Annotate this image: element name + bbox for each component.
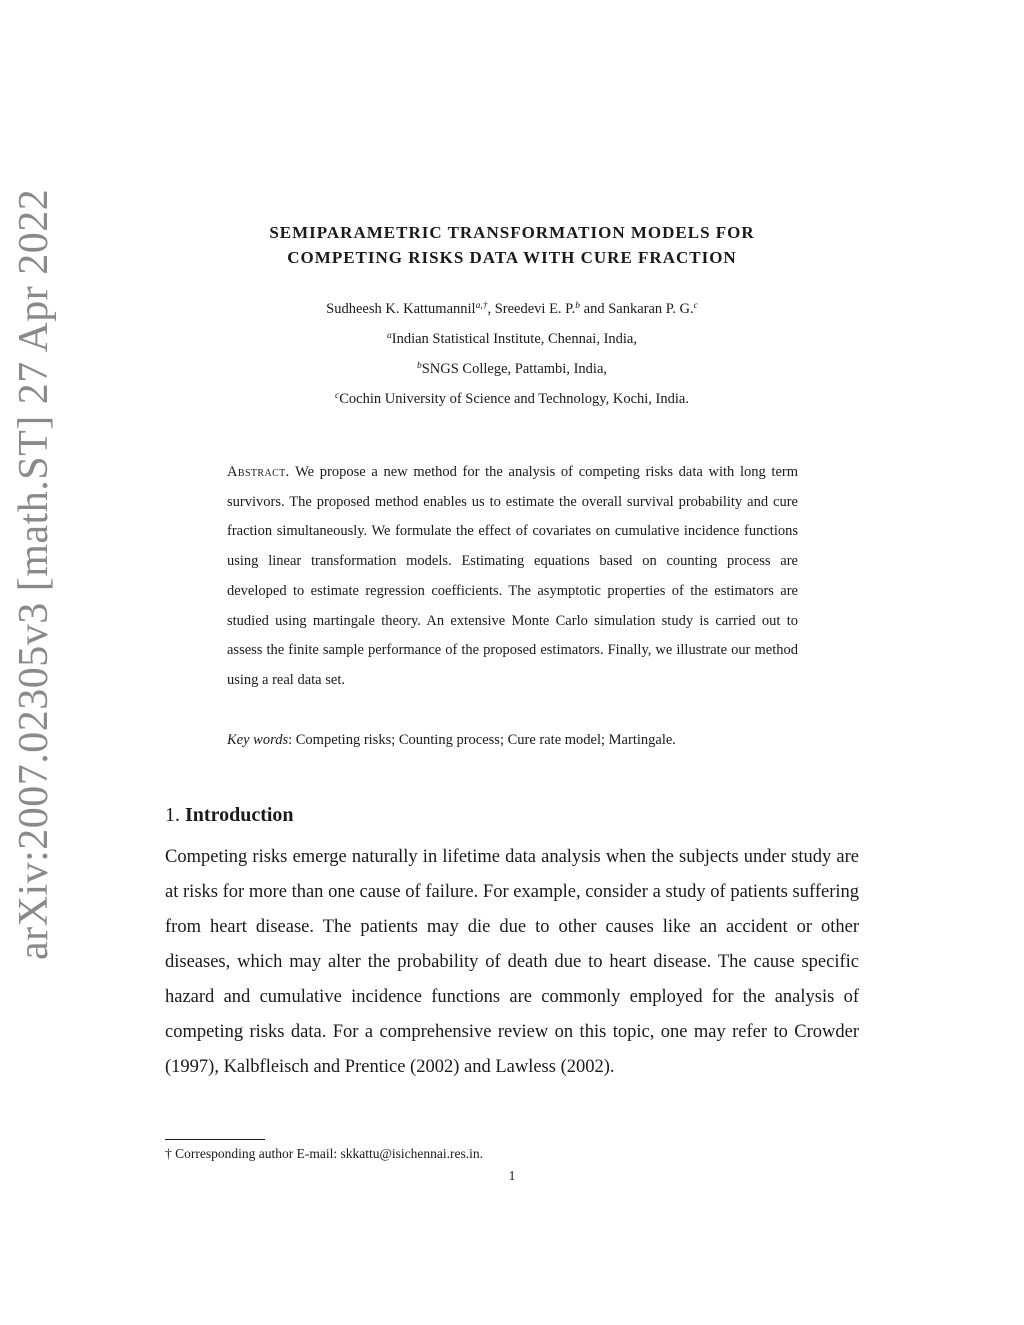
affiliation-mark: a,† [475, 301, 488, 311]
section-heading [165, 800, 294, 830]
introduction-paragraph: Competing risks emerge naturally in lifetime data analysis when the subjects under study are at risks for more than one cause of failure. For example, consider a study of patients suffering from heart disease. The patients may die due to other causes like an accident or other diseases, which may alter the probability of death due to heart disease. The cause specific hazard and cumulative incidence functions are commonly employed for the analysis of competing risks data. For a comprehensive review on this topic, one may refer to Crowder (1997), Kalbfleisch and Prentice (2002) and Lawless (2002). [165, 847, 859, 1077]
affiliation-mark: c [335, 391, 340, 401]
keywords-text: : Competing risks; Counting process; Cure rate model; Martingale. [288, 732, 676, 748]
affiliation-mark: a [387, 331, 392, 341]
author-separator: and [580, 301, 609, 317]
footnote [165, 1144, 483, 1164]
page-number: 1 [508, 1168, 516, 1183]
keywords-label: Key words [227, 732, 289, 748]
footnote-mark: † [165, 1146, 172, 1161]
arxiv-identifier: arXiv:2007.02305v3 [math.ST] 27 Apr 2022 [11, 188, 57, 960]
title-line-2: COMPETING RISKS DATA WITH CURE FRACTION [287, 248, 737, 267]
affiliation [180, 324, 844, 354]
author-block [180, 294, 844, 414]
affiliation-mark: c [693, 301, 698, 311]
author-name: Sreedevi E. P. [494, 301, 576, 317]
abstract [227, 458, 798, 696]
keywords [227, 726, 798, 754]
abstract-text: We propose a new method for the analysis of competing risks data with long term survivors. The proposed method enables us to estimate the overall survival probability and cure fraction simultaneously. We formulate the effect of covariates on cumulative incidence functions using linear transformation models. Estimating equations based on counting process are developed to estimate regression coefficients. The asymptotic properties of the estimators are studied using martingale theory. An extensive Monte Carlo simulation study is carried out to assess the finite sample performance of the proposed estimators. Finally, we illustrate our method using a real data set. [227, 464, 798, 688]
title-line-1: SEMIPARAMETRIC TRANSFORMATION MODELS FOR [269, 223, 755, 242]
affiliation [180, 354, 844, 384]
section-title: Introduction [185, 804, 294, 826]
section-number: 1. [165, 804, 180, 826]
abstract-label: Abstract. [227, 464, 290, 480]
affiliation-mark: b [575, 301, 581, 311]
affiliation-text: SNGS College, Pattambi, India, [421, 361, 607, 377]
footnote-divider [165, 1139, 265, 1140]
author-name: Sankaran P. G. [608, 301, 694, 317]
affiliation [180, 384, 844, 414]
affiliation-mark: b [416, 361, 422, 371]
author-list [180, 294, 844, 324]
author-separator: , [487, 301, 495, 317]
author-name: Sudheesh K. Kattumannil [326, 301, 476, 317]
affiliation-text: Indian Statistical Institute, Chennai, India, [391, 331, 637, 347]
footnote-text: Corresponding author E-mail: skkattu@isichennai.res.in. [171, 1146, 483, 1161]
paper-title [200, 220, 824, 270]
affiliation-text: Cochin University of Science and Technology, Kochi, India. [339, 391, 689, 407]
